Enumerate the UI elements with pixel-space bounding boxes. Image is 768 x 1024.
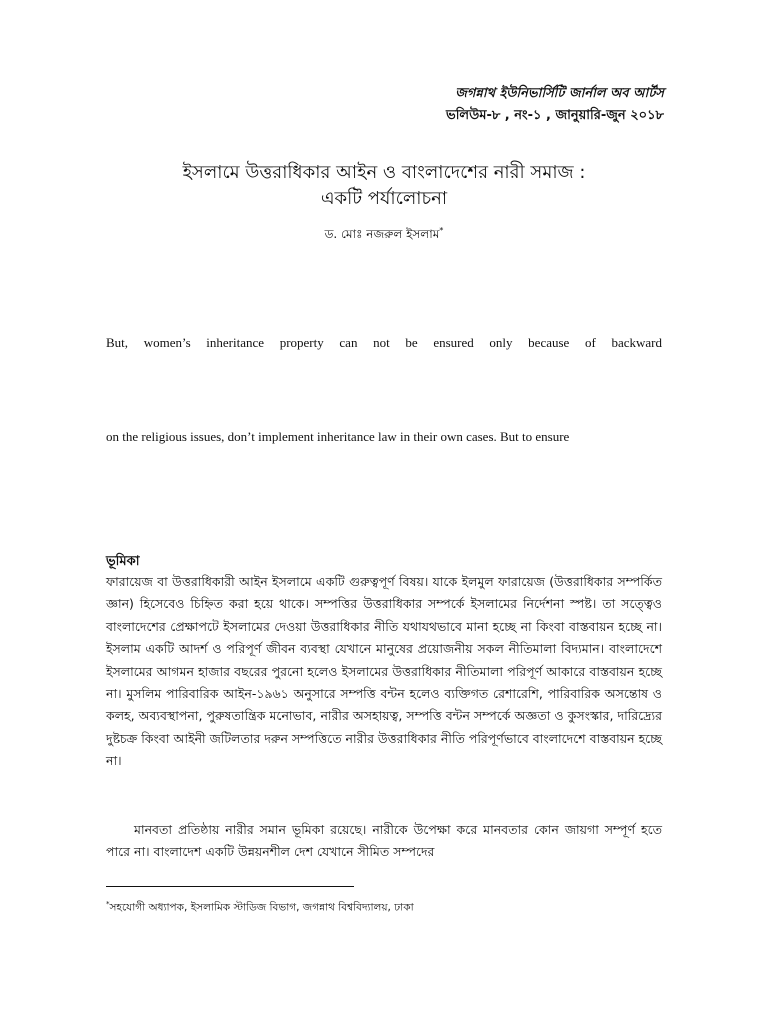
abstract-line-1: But, women’s inheritance property can not be ensured only because of backward	[106, 335, 662, 350]
footnote-text: সহযোগী অধ্যাপক, ইসলামিক স্টাডিজ বিভাগ, জগন্নাথ বিশ্ববিদ্যালয়, ঢাকা	[109, 901, 414, 914]
footnote-divider	[106, 886, 354, 887]
article-title-line-1: ইসলামে উত্তরাধিকার আইন ও বাংলাদেশের নারী সমাজ :	[182, 162, 586, 183]
author-name: ড. মোঃ নজরুল ইসলাম	[324, 227, 440, 241]
section-heading: ভূমিকা	[106, 554, 140, 569]
body-paragraph-2: মানবতা প্রতিষ্ঠায় নারীর সমান ভূমিকা রয়েছে। নারীকে উপেক্ষা করে মানবতার কোন জায়গা সম্পূর্ণ হতে পারে না। বাংলাদেশ একটি উন্নয়নশীল দেশ যেখানে সীমিত সম্পদের	[106, 822, 662, 860]
footnote	[106, 896, 414, 916]
author-footnote-mark: *	[439, 226, 444, 235]
article-title-line-2: একটি পর্যালোচনা	[320, 188, 448, 209]
journal-header	[446, 84, 664, 126]
body-paragraph-1: ফারায়েজ বা উত্তরাধিকারী আইন ইসলামে একটি গুরুত্বপূর্ণ বিষয়। যাকে ইলমুল ফারায়েজ (উত্তরাধিকার সম্পর্কিত জ্ঞান) হিসেবেও চিহ্নিত করা হয়ে থাকে। সম্পত্তির উত্তরাধিকার সম্পর্কে ইসলামের নির্দেশনা স্পষ্ট। তা সত্ত্বেও বাংলাদেশের প্রেক্ষাপটে ইসলামের দেওয়া উত্তরাধিকার নীতি যথাযথভাবে মানা হচ্ছে না কিংবা বাস্তবায়ন হচ্ছে না। ইসলাম একটি আদর্শ ও পরিপূর্ণ জীবন ব্যবস্থা যেখানে মানুষের প্রয়োজনীয় সকল নীতিমালা বিদ্যমান। বাংলাদেশে ইসলামের আগমন হাজার বছরের পুরনো হলেও ইসলামের উত্তরাধিকার নীতিমালা পরিপূর্ণ আকারে বাস্তবায়ন হচ্ছে না। মুসলিম পারিবারিক আইন-১৯৬১ অনুসারে সম্পত্তি বন্টন হলেও ব্যক্তিগত রেশারেশি, পারিবারিক অসন্তোষ ও কলহ, অব্যবস্থাপনা, পুরুষতান্ত্রিক মনোভাব, নারীর অসহায়ত্ব, সম্পত্তি বন্টন সম্পর্কে অজ্ঞতা ও কুসংস্কার, দারিদ্র্যের দুষ্টচক্র কিংবা আইনী জটিলতার দরুন সম্পত্তিতে নারীর উত্তরাধিকার নীতি পরিপূর্ণভাবে বাংলাদেশে বাস্তবায়ন হচ্ছে না।	[106, 574, 663, 769]
author-line	[104, 222, 664, 243]
footnote-mark: *	[106, 900, 110, 908]
journal-issue: ভলিউম-৮ , নং-১ , জানুয়ারি-জুন ২০১৮	[446, 108, 664, 123]
journal-name: জগন্নাথ ইউনিভার্সিটি জার্নাল অব আর্টস	[455, 86, 664, 101]
article-title-block	[104, 160, 664, 243]
abstract-line-2: on the religious issues, don’t implement inheritance law in their own cases. But to ensure	[106, 429, 570, 444]
